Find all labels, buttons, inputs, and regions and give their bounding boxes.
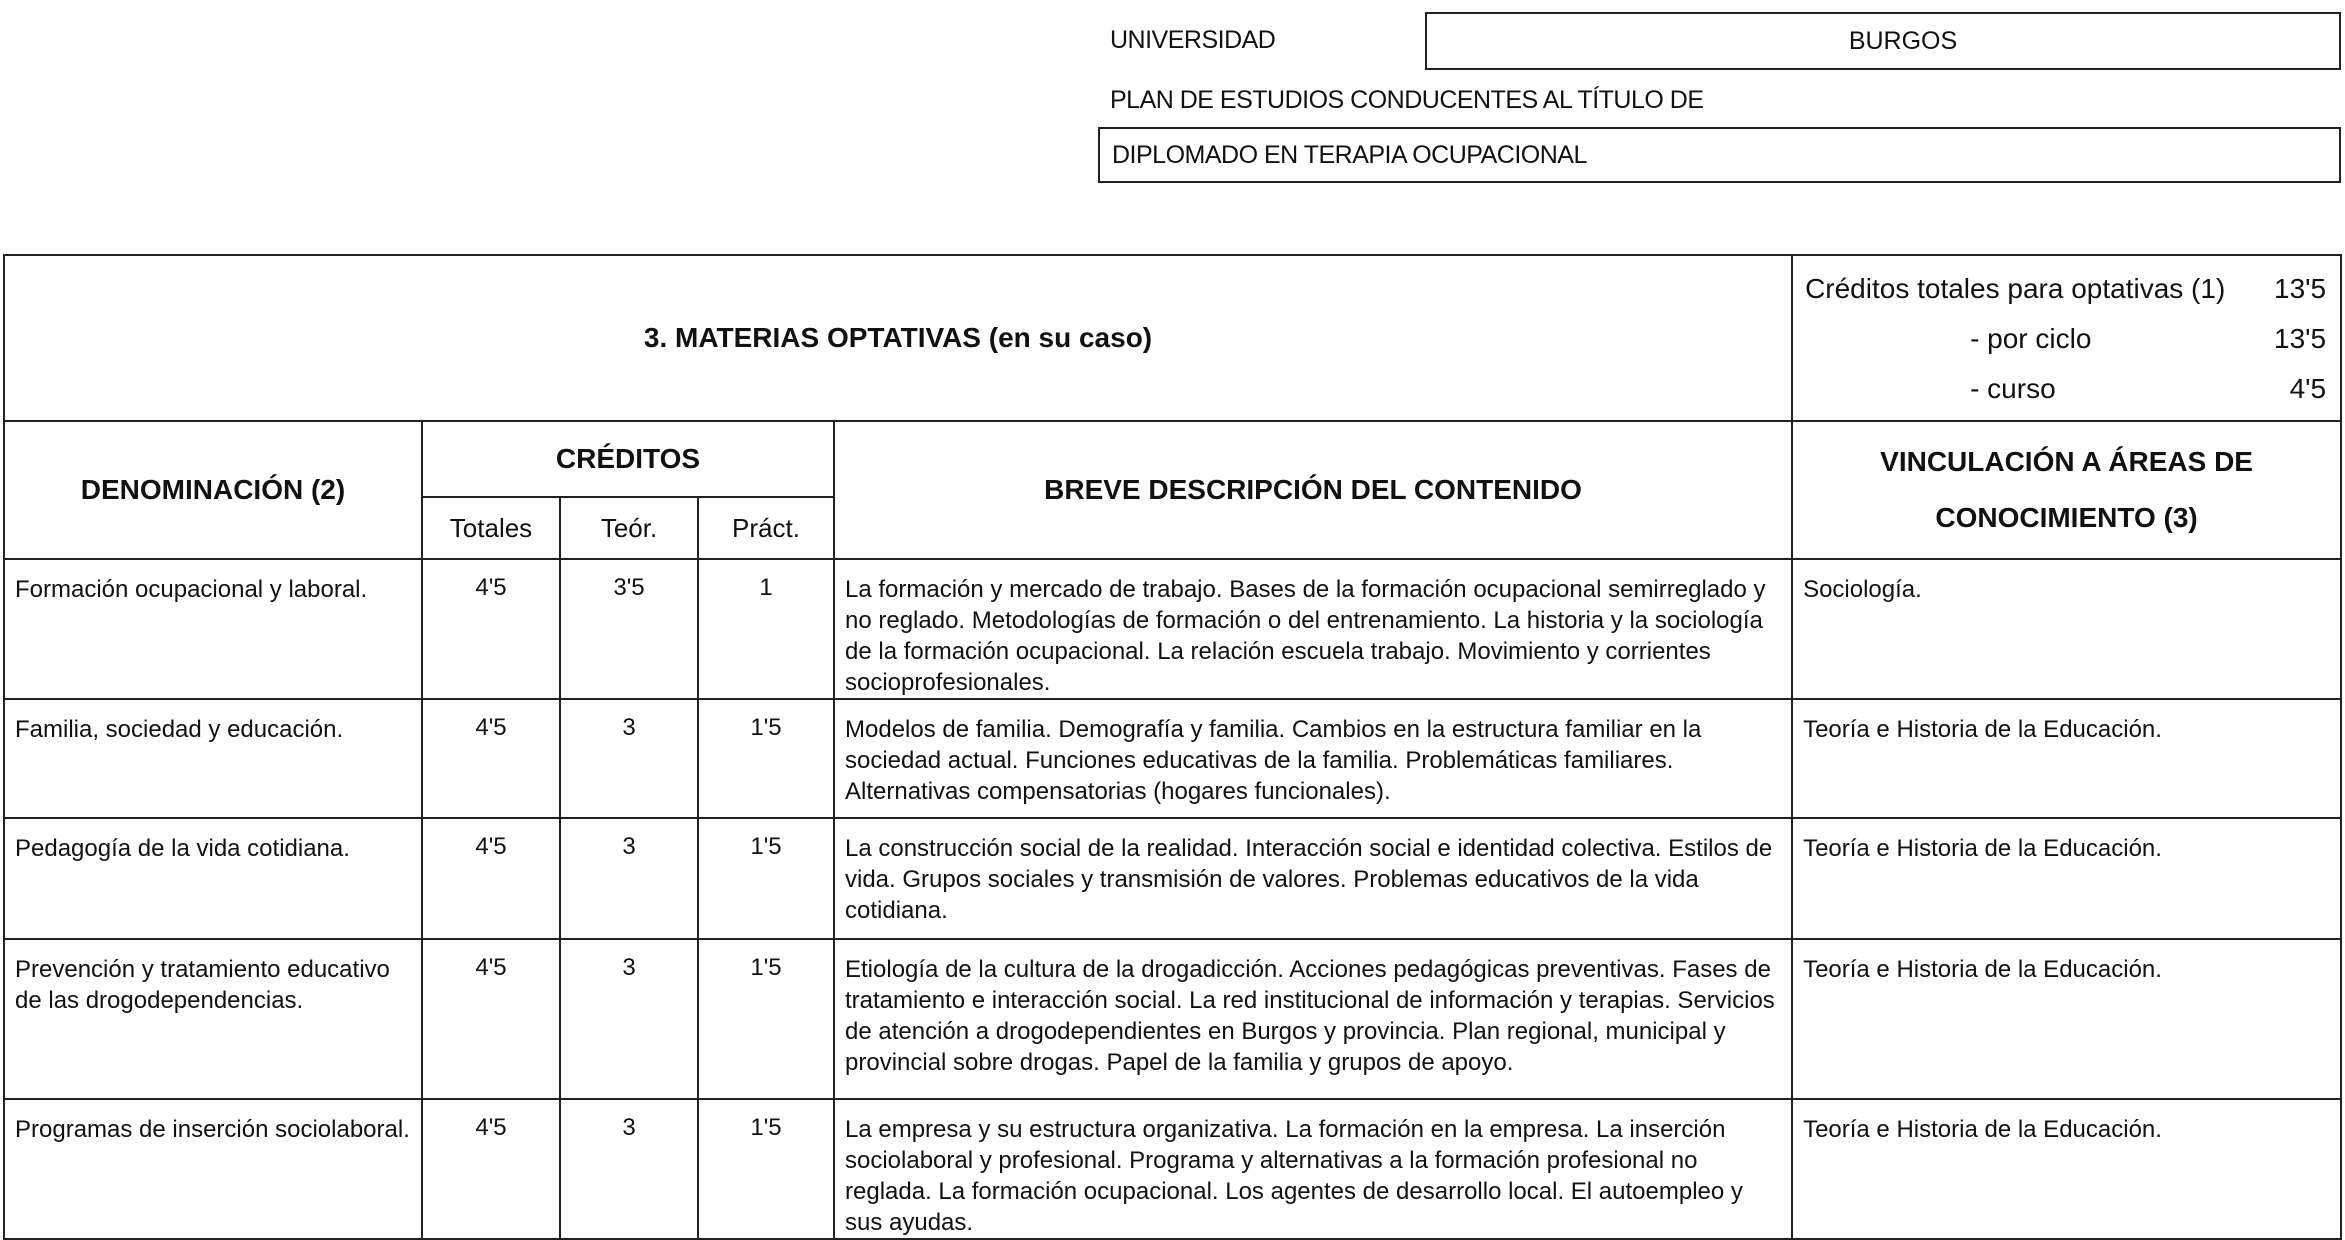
totals-value-total: 13'5	[2274, 273, 2327, 304]
row-teor: 3'5	[560, 559, 698, 699]
col-creditos-label: CRÉDITOS	[555, 443, 701, 474]
totals-row-total	[1805, 264, 2326, 314]
col-pract-label: Práct.	[732, 512, 800, 543]
col-totales-label: Totales	[449, 512, 533, 543]
table-row	[4, 559, 2341, 699]
row-name: Familia, sociedad y educación.	[4, 699, 422, 818]
table-row	[4, 1099, 2341, 1239]
row-totales: 4'5	[422, 559, 560, 699]
col-teor	[560, 497, 698, 559]
totals-value-ciclo: 13'5	[2274, 323, 2327, 354]
col-vinculacion-label-1: VINCULACIÓN A ÁREAS DE	[1880, 446, 2253, 477]
row-area: Teoría e Historia de la Educación.	[1792, 939, 2341, 1099]
plan-label: PLAN DE ESTUDIOS CONDUCENTES AL TÍTULO DE	[1110, 86, 1704, 114]
section-title-cell	[4, 255, 1792, 421]
totals-label-curso: - curso	[1970, 373, 2056, 404]
universidad-field	[1425, 12, 2341, 70]
section-header-row	[4, 255, 2341, 421]
col-totales	[422, 497, 560, 559]
totals-label-total: Créditos totales para optativas (1)	[1805, 273, 2226, 304]
row-pract: 1	[698, 559, 834, 699]
row-area: Teoría e Historia de la Educación.	[1792, 818, 2341, 939]
table-row	[4, 818, 2341, 939]
table-row	[4, 699, 2341, 818]
col-teor-label: Teór.	[600, 512, 658, 543]
row-area: Teoría e Historia de la Educación.	[1792, 699, 2341, 818]
col-creditos	[422, 421, 834, 497]
row-descripcion: La formación y mercado de trabajo. Bases de la formación ocupacional semirreglado y no reglado. Metodologías de formación o del entrenamiento. La historia y la sociología de la formación ocupacional. La relación escuela trabajo. Movimiento y corrientes socioprofesionales.	[834, 559, 1792, 699]
row-pract: 1'5	[698, 939, 834, 1099]
titulo-field	[1098, 127, 2341, 183]
totals-row-ciclo	[1805, 314, 2326, 364]
col-denominacion	[4, 421, 422, 559]
row-totales: 4'5	[422, 699, 560, 818]
row-area: Sociología.	[1792, 559, 2341, 699]
section-title: 3. MATERIAS OPTATIVAS (en su caso)	[643, 322, 1153, 353]
universidad-value: BURGOS	[1848, 27, 1958, 55]
totals-cell	[1792, 255, 2341, 421]
optativas-table	[3, 254, 2342, 1240]
row-teor: 3	[560, 699, 698, 818]
row-descripcion: Etiología de la cultura de la drogadicción. Acciones pedagógicas preventivas. Fases de tratamiento e interacción social. La red institucional de información y terapias. Servicios de atención a drogodependientes en Burgos y provincia. Plan regional, municipal y provincial sobre drogas. Papel de la familia y grupos de apoyo.	[834, 939, 1792, 1099]
col-descripcion-label: BREVE DESCRIPCIÓN DEL CONTENIDO	[1044, 474, 1582, 505]
row-totales: 4'5	[422, 939, 560, 1099]
col-vinculacion	[1792, 421, 2341, 559]
row-pract: 1'5	[698, 1099, 834, 1239]
column-header-row-1	[4, 421, 2341, 497]
col-pract	[698, 497, 834, 559]
row-totales: 4'5	[422, 818, 560, 939]
table-row	[4, 939, 2341, 1099]
totals-label-ciclo: - por ciclo	[1970, 323, 2092, 354]
row-area: Teoría e Historia de la Educación.	[1792, 1099, 2341, 1239]
totals-row-curso	[1805, 364, 2326, 414]
col-vinculacion-label-2: CONOCIMIENTO (3)	[1935, 502, 2198, 533]
row-pract: 1'5	[698, 699, 834, 818]
row-teor: 3	[560, 1099, 698, 1239]
totals-value-curso: 4'5	[2289, 373, 2327, 404]
row-teor: 3	[560, 939, 698, 1099]
row-name: Pedagogía de la vida cotidiana.	[4, 818, 422, 939]
row-descripcion: Modelos de familia. Demografía y familia. Cambios en la estructura familiar en la sociedad actual. Funciones educativas de la familia. Problemáticas familiares. Alternativas compensatorias (hogares funcionales).	[834, 699, 1792, 818]
row-descripcion: La construcción social de la realidad. Interacción social e identidad colectiva. Estilos de vida. Grupos sociales y transmisión de valores. Problemas educativos de la vida cotidiana.	[834, 818, 1792, 939]
row-descripcion: La empresa y su estructura organizativa. La formación en la empresa. La inserción sociolaboral y profesional. Programa y alternativas a la formación profesional no reglada. La formación ocupacional. Los agentes de desarrollo local. El autoempleo y sus ayudas.	[834, 1099, 1792, 1239]
row-name: Formación ocupacional y laboral.	[4, 559, 422, 699]
col-descripcion	[834, 421, 1792, 559]
col-denominacion-label: DENOMINACIÓN (2)	[80, 474, 346, 505]
titulo-value: DIPLOMADO EN TERAPIA OCUPACIONAL	[1112, 141, 1587, 169]
universidad-label: UNIVERSIDAD	[1110, 26, 1276, 54]
row-name: Prevención y tratamiento educativo de las drogodependencias.	[4, 939, 422, 1099]
row-name: Programas de inserción sociolaboral.	[4, 1099, 422, 1239]
row-totales: 4'5	[422, 1099, 560, 1239]
row-teor: 3	[560, 818, 698, 939]
row-pract: 1'5	[698, 818, 834, 939]
